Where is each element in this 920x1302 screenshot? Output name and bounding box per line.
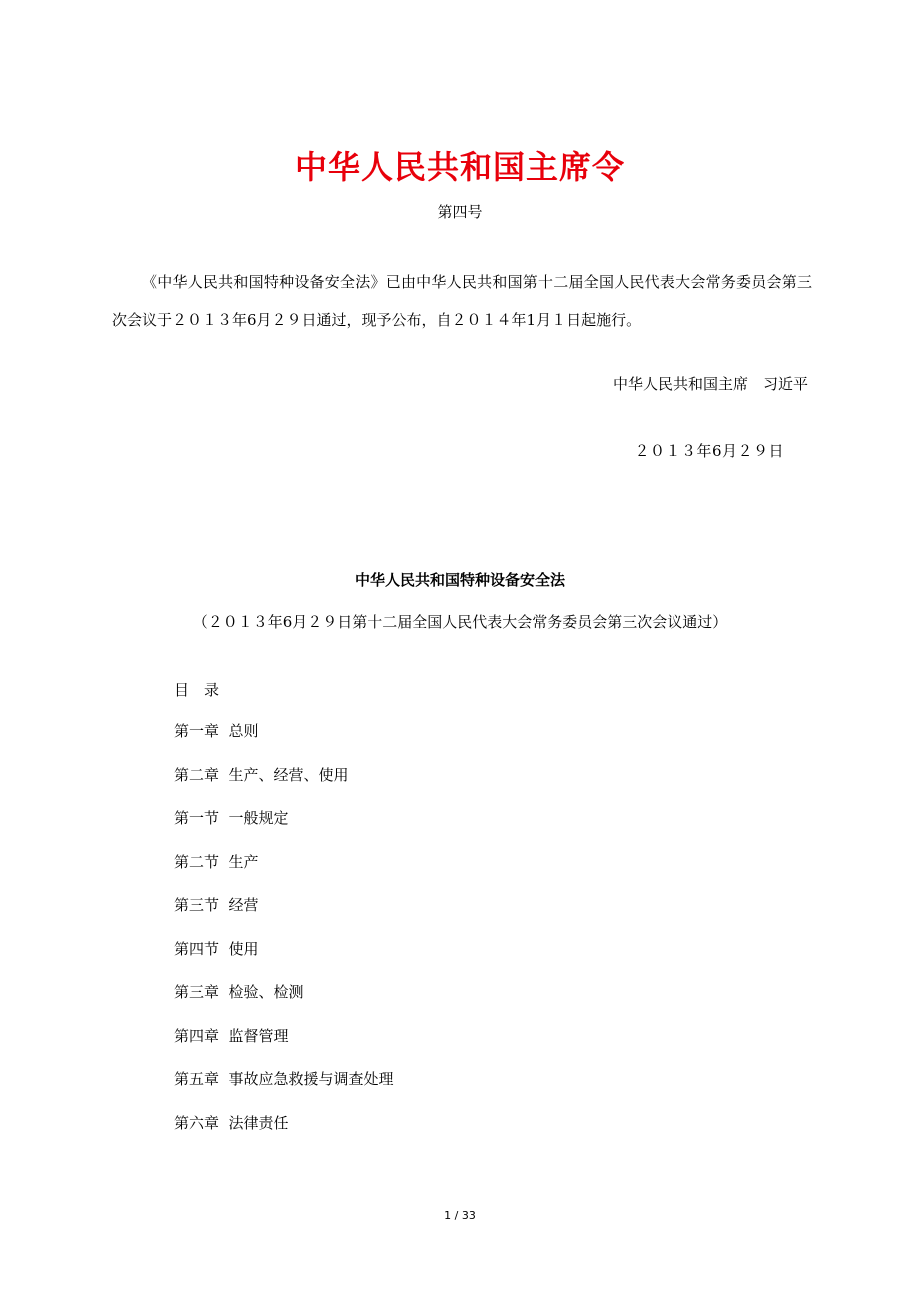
toc-item: 第四章 监督管理 <box>174 1026 289 1045</box>
page-number: 1 / 33 <box>444 1209 476 1222</box>
toc-item: 第一章 总则 <box>174 722 259 740</box>
toc-heading: 目 录 <box>174 681 220 699</box>
announcement-paragraph: 《中华人民共和国特种设备安全法》已由中华人民共和国第十二届全国人民代表大会常务委员会第三次会议于２０１３年6月２９日通过，现予公布，自２０１４年1月１日起施行。 <box>112 273 812 329</box>
table-of-contents <box>174 722 394 1157</box>
toc-item: 第二节 生产 <box>174 852 259 871</box>
toc-item: 第二章 生产、经营、使用 <box>174 765 349 784</box>
presidential-order-title: 中华人民共和国主席令 <box>294 148 625 186</box>
signature-signer: 中华人民共和国主席 习近平 <box>612 375 808 393</box>
toc-item: 第四节 使用 <box>174 939 259 958</box>
law-subtitle: （２０１３年6月２９日第十二届全国人民代表大会常务委员会第三次会议通过） <box>192 613 728 631</box>
order-number: 第四号 <box>437 203 483 221</box>
toc-item: 第三节 经营 <box>174 896 259 914</box>
signature-date: ２０１３年6月２９日 <box>634 442 784 460</box>
toc-item: 第五章 事故应急救援与调查处理 <box>174 1070 394 1088</box>
law-title: 中华人民共和国特种设备安全法 <box>354 571 565 589</box>
toc-item: 第一节 一般规定 <box>174 809 289 827</box>
toc-item: 第三章 检验、检测 <box>174 983 304 1001</box>
toc-item: 第六章 法律责任 <box>174 1113 289 1132</box>
